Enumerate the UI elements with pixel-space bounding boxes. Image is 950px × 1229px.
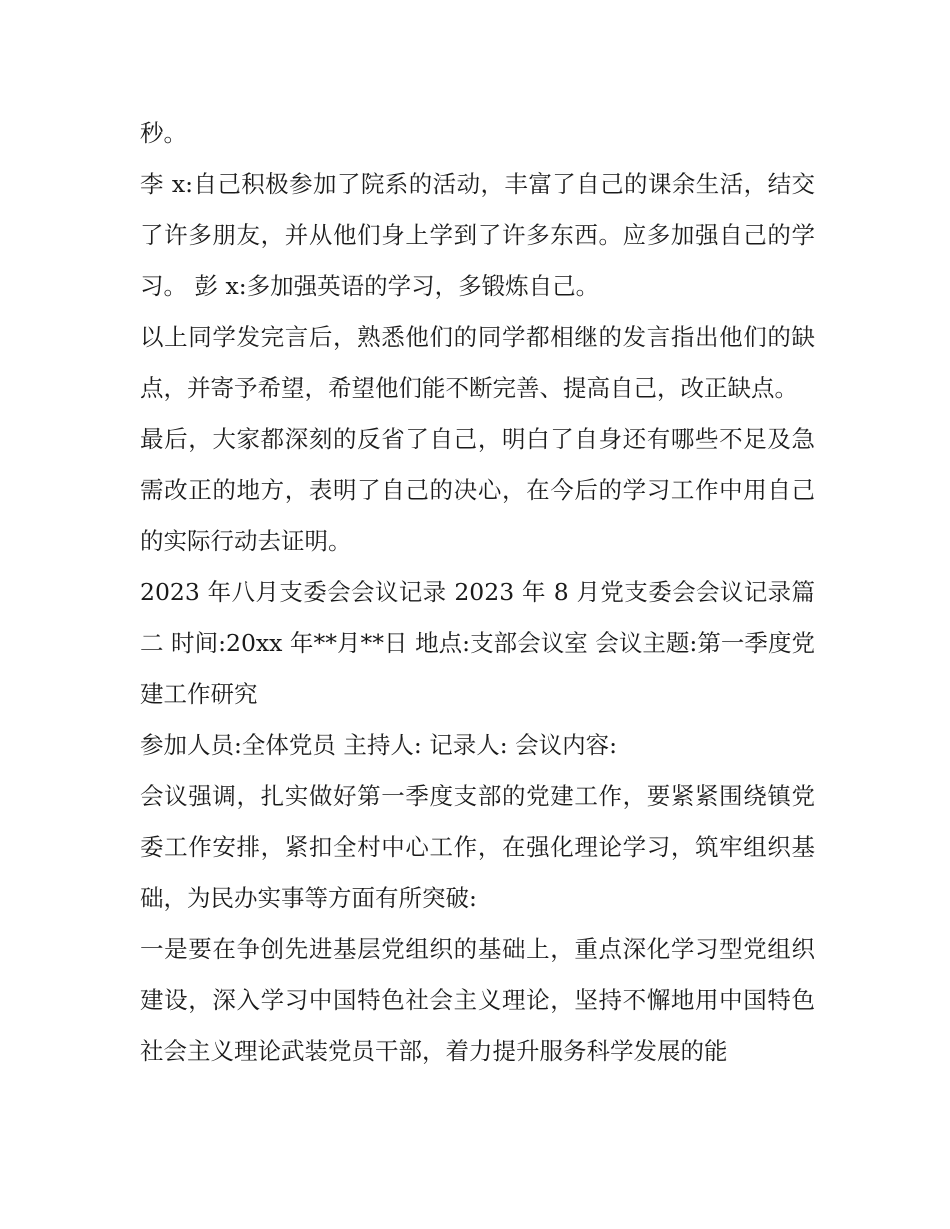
paragraph-5: 2023 年八月支委会会议记录 2023 年 8 月党支委会会议记录篇二 时间:20xx 年**月**日 地点:支部会议室 会议主题:第一季度党建工作研究: [140, 578, 815, 708]
paragraph-1: 秒。: [140, 119, 187, 147]
paragraph-6: 参加人员:全体党员 主持人: 记录人: 会议内容:: [140, 731, 618, 759]
document-page: [140, 108, 815, 1077]
paragraph-7: 会议强调，扎实做好第一季度支部的党建工作，要紧紧围绕镇党委工作安排，紧扣全村中心工作，在强化理论学习，筑牢组织基础，为民办实事等方面有所突破:: [140, 782, 815, 912]
paragraph-2: 李 x:自己积极参加了院系的活动，丰富了自己的课余生活，结交了许多朋友，并从他们身上学到了许多东西。应多加强自己的学习。 彭 x:多加强英语的学习，多锻炼自己。: [140, 170, 815, 300]
paragraph-4: 最后，大家都深刻的反省了自己，明白了自身还有哪些不足及急需改正的地方，表明了自己的决心，在今后的学习工作中用自己的实际行动去证明。: [140, 425, 815, 555]
paragraph-3: 以上同学发完言后，熟悉他们的同学都相继的发言指出他们的缺点，并寄予希望，希望他们能不断完善、提高自己，改正缺点。: [140, 323, 815, 402]
paragraph-8: 一是要在争创先进基层党组织的基础上，重点深化学习型党组织建设，深入学习中国特色社会主义理论，坚持不懈地用中国特色社会主义理论武装党员干部，着力提升服务科学发展的能: [140, 935, 815, 1065]
